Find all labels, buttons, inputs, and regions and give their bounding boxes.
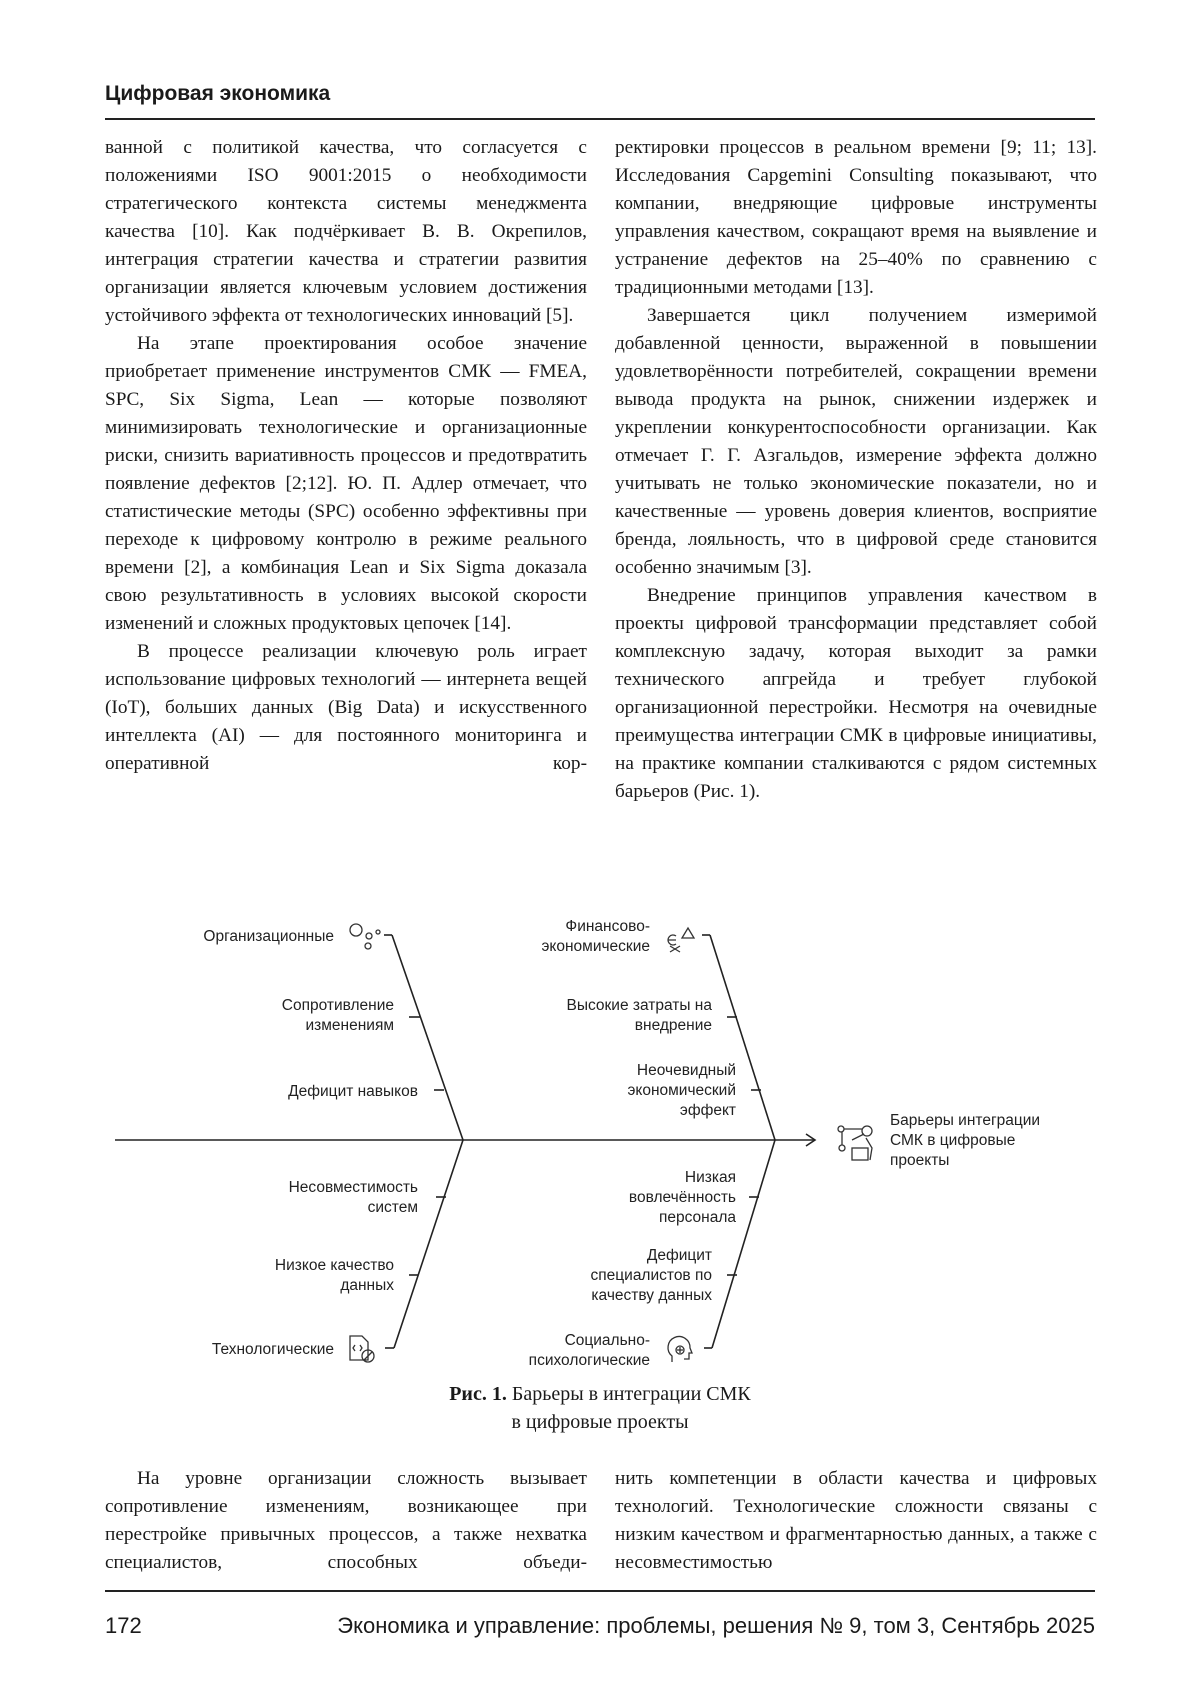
cause-label: Сопротивление <box>281 997 394 1014</box>
rib-left-bottom <box>394 1140 463 1348</box>
section-header: Цифровая экономика <box>105 82 331 105</box>
organization-icon <box>350 924 380 949</box>
fishbone-diagram <box>0 900 1200 1370</box>
cause-label: внедрение <box>634 1017 712 1034</box>
effect-label: Барьеры интеграции <box>890 1112 1041 1129</box>
code-document-icon <box>350 1336 374 1362</box>
paragraph: На уровне организации сложность вызывает сопротивление изменениям, возникающее при перестройке привычных процессов, а также нехватка специалистов, способных объеди- <box>105 1468 587 1573</box>
cause-label: Неочевидный <box>636 1062 736 1079</box>
journal-info: Экономика и управление: проблемы, решения № 9, том 3, Сентябрь 2025 <box>337 1613 1095 1638</box>
footer-rule <box>105 1590 1095 1592</box>
cause-label: экономический <box>627 1082 736 1099</box>
paragraph: ванной с политикой качества, что согласуется с положениями ISO 9001:2015 о необходимости стратегического контекста системы менеджмента качества [10]. Как подчёркивает В. В. Окрепилов, интеграция стратегии качества и стратегии развития организации является ключевым условием достижения устойчивого эффекта от технологических инноваций [5]. <box>105 137 587 326</box>
cause-label: Низкое качество <box>274 1257 394 1274</box>
cause-label: вовлечённость <box>628 1189 736 1206</box>
digital-network-icon <box>838 1126 872 1160</box>
cause-label: эффект <box>679 1102 736 1119</box>
head-psychology-icon <box>668 1337 692 1362</box>
paragraph: Внедрение принципов управления качеством в проекты цифровой трансформации представляет собой комплексную задачу, которая выходит за рамки технического апгрейда и требует глубокой организационной перестройки. Несмотря на очевидные преимущества интеграции СМК в цифровые инициативы, на практике компании сталкиваются с рядом системных барьеров (Рис. 1). <box>615 585 1097 802</box>
cause-label: Низкая <box>684 1169 736 1186</box>
cause-label: Дефицит навыков <box>288 1083 418 1100</box>
cause-label: изменениям <box>305 1017 394 1034</box>
bottom-left-column <box>105 1465 587 1577</box>
cause-label: персонала <box>658 1209 736 1226</box>
caption-text: в цифровые проекты <box>511 1411 689 1433</box>
paragraph: В процессе реализации ключевую роль играет использование цифровых технологий — интернета вещей (IoT), больших данных (Big Data) и искусственного интеллекта (AI) — для постоянного мониторинга и оперативной кор- <box>105 641 587 774</box>
effect-label: СМК в цифровые <box>890 1132 1016 1149</box>
right-column <box>615 134 1097 806</box>
page-number: 172 <box>105 1613 142 1638</box>
cause-label: специалистов по <box>590 1267 712 1284</box>
category-organizational: Организационные <box>203 928 334 945</box>
figure-caption <box>300 1380 900 1436</box>
header-rule <box>105 118 1095 120</box>
caption-label: Рис. 1. <box>449 1383 507 1405</box>
cause-label: качеству данных <box>591 1287 712 1304</box>
category-financial: Финансово- <box>565 918 650 935</box>
effect-label: проекты <box>890 1152 950 1169</box>
cause-label: систем <box>367 1199 418 1216</box>
cause-label: Высокие затраты на <box>566 997 712 1014</box>
cause-label: Дефицит <box>646 1247 712 1264</box>
category-financial: экономические <box>541 938 650 955</box>
paragraph: нить компетенции в области качества и цифровых технологий. Технологические сложности связаны с низким качеством и фрагментарностью данных, а также с несовместимостью <box>615 1468 1097 1573</box>
category-social: Социально- <box>564 1332 650 1349</box>
paragraph: ректировки процессов в реальном времени [9; 11; 13]. Исследования Capgemini Consulting показывают, что компании, внедряющие цифровые инструменты управления качеством, сокращают время на выявление и устранение дефектов на 25–40% по сравнению с традиционными методами [13]. <box>615 137 1097 298</box>
cause-label: данных <box>340 1277 394 1294</box>
category-technological: Технологические <box>211 1341 334 1358</box>
finance-warning-icon <box>668 928 694 952</box>
paragraph: На этапе проектирования особое значение приобретает применение инструментов СМК — FMEA, SPC, Six Sigma, Lean — которые позволяют минимизировать технологические и организационные риски, снизить вариативность процессов и предотвратить появление дефектов [2;12]. Ю. П. Адлер отмечает, что статистические методы (SPC) особенно эффективны при переходе к цифровому контролю в режиме реального времени [2], а комбинация Lean и Six Sigma доказала свою результативность в условиях высокой скорости изменений и сложных продуктовых цепочек [14]. <box>105 333 587 634</box>
paragraph: Завершается цикл получением измеримой добавленной ценности, выраженной в повышении удовлетворённости потребителей, сокращении времени вывода продукта на рынок, снижении издержек и укреплении конкурентоспособности организации. Как отмечает Г. Г. Азгальдов, измерение эффекта должно учитывать не только экономические показатели, но и качественные — уровень доверия клиентов, восприятие бренда, лояльность, что в цифровой среде становится особенно значимым [3]. <box>615 305 1097 578</box>
rib-left-top <box>392 935 463 1140</box>
category-social: психологические <box>528 1352 650 1369</box>
cause-label: Несовместимость <box>288 1179 418 1196</box>
caption-text: Барьеры в интеграции СМК <box>506 1383 751 1405</box>
left-column <box>105 134 587 778</box>
bottom-right-column <box>615 1465 1097 1577</box>
